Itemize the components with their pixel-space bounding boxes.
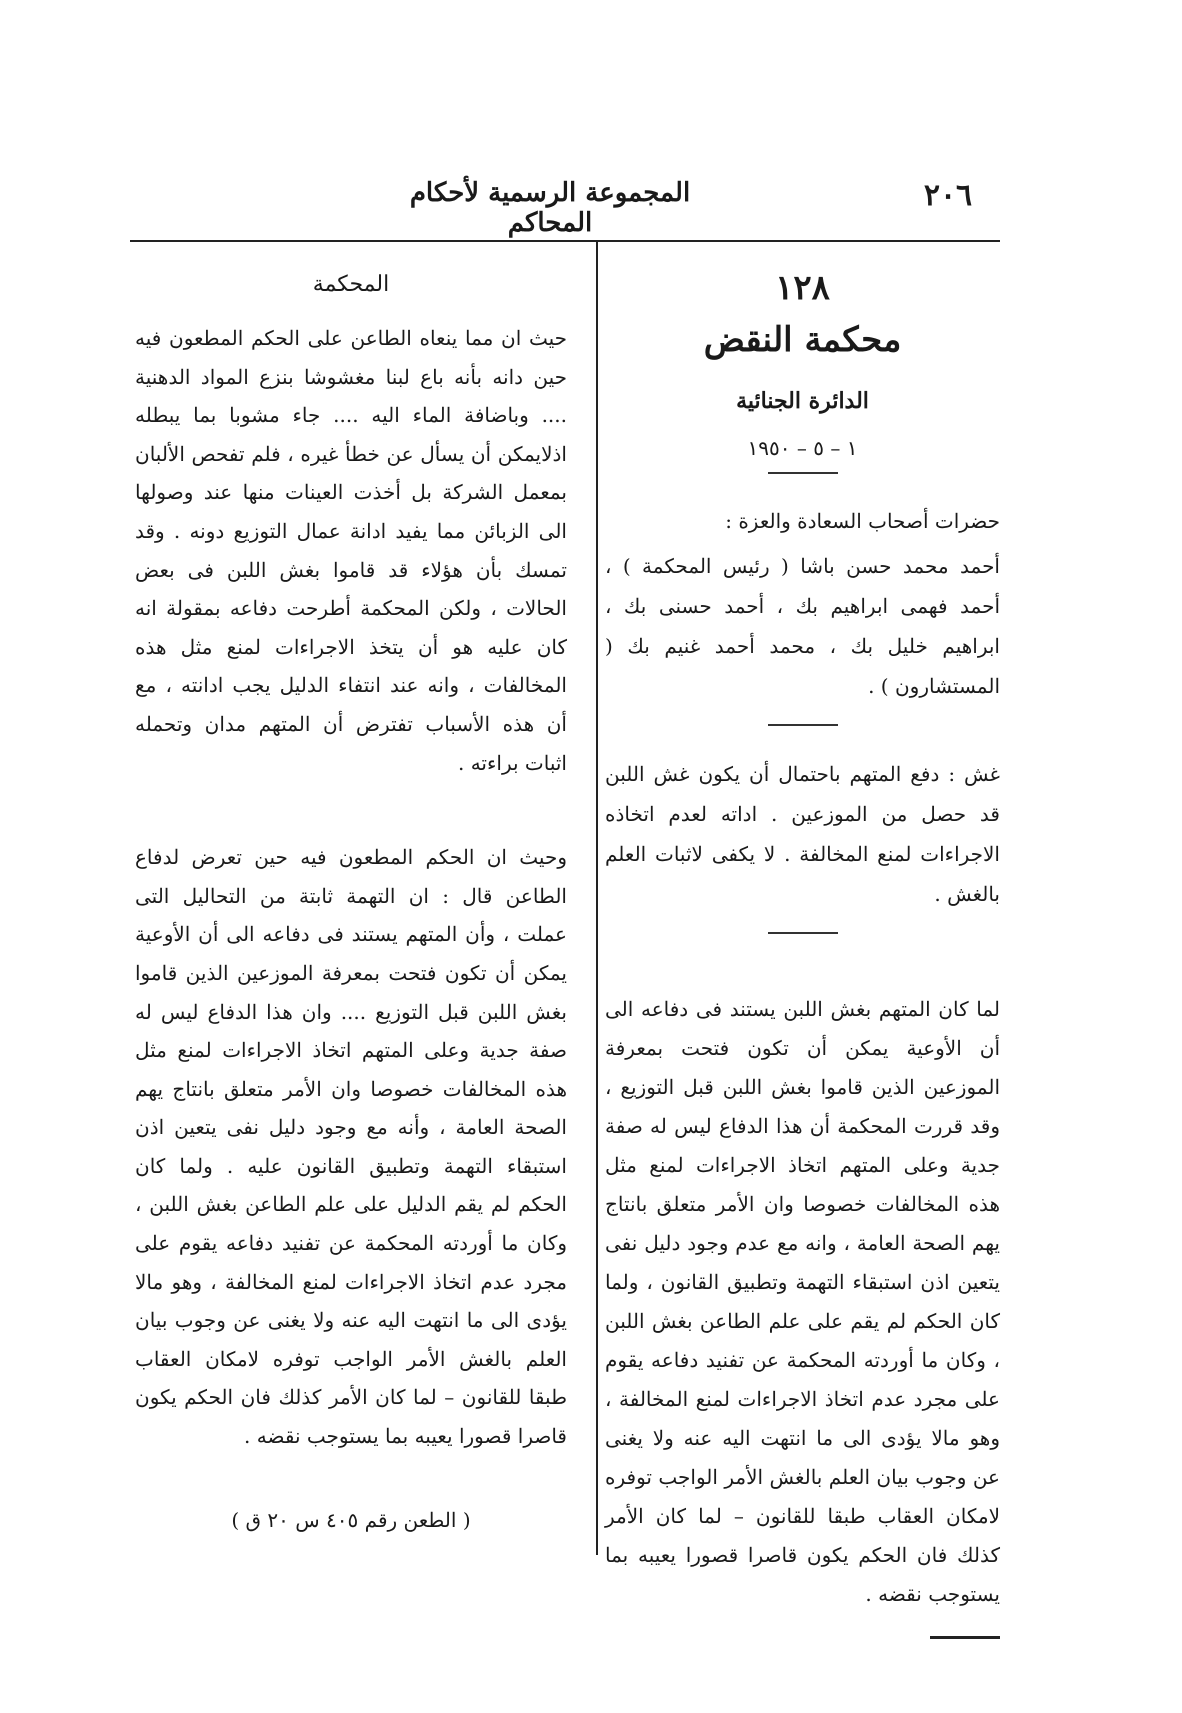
court-name: محكمة النقض bbox=[703, 320, 902, 360]
appeal-reference: ( الطعن رقم ٤٠٥ س ٢٠ ق ) bbox=[231, 1507, 471, 1532]
attendees-intro: حضرات أصحاب السعادة والعزة : bbox=[725, 509, 1000, 533]
separator-rule bbox=[768, 472, 838, 474]
ruling-principle: لما كان المتهم بغش اللبن يستند فى دفاعه الى أن الأوعية يمكن أن تكون فتحت بمعرفة الموزعين الذين قاموا بغش اللبن قبل التوزيع ، وقد قررت المحكمة أن هذا الدفاع ليس له صفة جدية وعلى المتهم اتخاذ الاجراءات لمنع مثل هذه المخالفات خصوصا وان الأمر متعلق بانتاج يهم الصحة العامة ، وانه مع عدم وجود دليل نفى يتعين اذن استبقاء التهمة وتطبيق القانون ، ولما كان الحكم لم يقم على علم الطاعن بغش اللبن ، وكان ما أوردته المحكمة عن تفنيد دفاعه يقوم على مجرد عدم اتخاذ الاجراءات لمنع المخالفة ، وهو مالا يؤدى الى ما انتهت اليه عنه ولا يغنى عن وجوب بيان العلم بالغش الأمر الواجب توفره لامكان العقاب طبقا للقانون – لما كان الأمر كذلك فان الحكم يكون قاصرا قصورا يعيبه بما يستوجب نقضه . bbox=[605, 997, 1001, 1606]
reasoning-paragraph-2: وحيث ان الحكم المطعون فيه حين تعرض لدفاع الطاعن قال : ان التهمة ثابتة من التحاليل التى عملت ، وأن المتهم يستند فى دفاعه الى أن الأوعية يمكن أن تكون فتحت بمعرفة الموزعين الذين قاموا بغش اللبن قبل التوزيع .... وان هذا الدفاع ليس له صفة جدية وعلى المتهم اتخاذ الاجراءات لمنع مثل هذه المخالفات خصوصا وان الأمر متعلق بانتاج يهم الصحة العامة ، وأنه مع وجود دليل نفى يتعين اذن استبقاء التهمة وتطبيق القانون عليه . ولما كان الحكم لم يقم الدليل على علم الطاعن بغش اللبن ، وكان ما أوردته المحكمة عن تفنيد دفاعه يقوم على مجرد عدم اتخاذ الاجراءات لمنع المخالفة ، وهو مالا يؤدى الى ما انتهت اليه عنه ولا يغنى عن وجوب بيان العلم بالغش الأمر الواجب توفره لامكان العقاب طبقا للقانون – لما كان الأمر كذلك فان الحكم يكون قاصرا قصورا يعيبه بما يستوجب نقضه . bbox=[135, 845, 567, 1449]
section-title: المحكمة bbox=[312, 272, 390, 297]
right-column bbox=[605, 262, 1000, 1639]
attendees-list: أحمد محمد حسن باشا ( رئيس المحكمة ) ، أحمد فهمى ابراهيم بك ، أحمد حسنى بك ، ابراهيم خليل بك ، محمد أحمد غنيم بك ( المستشارون ) . bbox=[605, 554, 1000, 698]
header-rule bbox=[130, 240, 1000, 242]
left-column bbox=[135, 262, 567, 1532]
case-number: ١٢٨ bbox=[775, 268, 830, 308]
case-summary: غش : دفع المتهم باحتمال أن يكون غش اللبن قد حصل من الموزعين . اداته لعدم اتخاذه الاجراءات لمنع المخالفة . لا يكفى لاثبات العلم بالغش . bbox=[605, 762, 1000, 906]
separator-rule bbox=[768, 724, 838, 726]
separator-rule bbox=[768, 932, 838, 934]
running-header-title: المجموعة الرسمية لأحكام المحاكم bbox=[409, 178, 691, 238]
end-rule bbox=[930, 1636, 1000, 1639]
case-date: ١ – ٥ – ١٩٥٠ bbox=[747, 436, 858, 460]
page-number: ٢٠٦ bbox=[923, 178, 973, 213]
circuit-name: الدائرة الجنائية bbox=[736, 388, 869, 414]
column-divider bbox=[596, 240, 598, 1555]
reasoning-paragraph-1: حيث ان مما ينعاه الطاعن على الحكم المطعون فيه حين دانه بأنه باع لبنا مغشوشا بنزع المواد الدهنية .... وباضافة الماء اليه .... جاء مشوبا بما يبطله اذلايمكن أن يسأل عن خطأ غيره ، فلم تفحص الألبان بمعمل الشركة بل أخذت العينات منها عند وصولها الى الزبائن مما يفيد ادانة عمال التوزيع دونه . وقد تمسك بأن هؤلاء قد قاموا بغش اللبن فى بعض الحالات ، ولكن المحكمة أطرحت دفاعه بمقولة انه كان عليه هو أن يتخذ الاجراءات لمنع مثل هذه المخالفات ، وانه عند انتفاء الدليل يجب ادانته ، مع أن هذه الأسباب تفترض أن المتهم مدان وتحمله اثبات براءته . bbox=[135, 326, 567, 775]
